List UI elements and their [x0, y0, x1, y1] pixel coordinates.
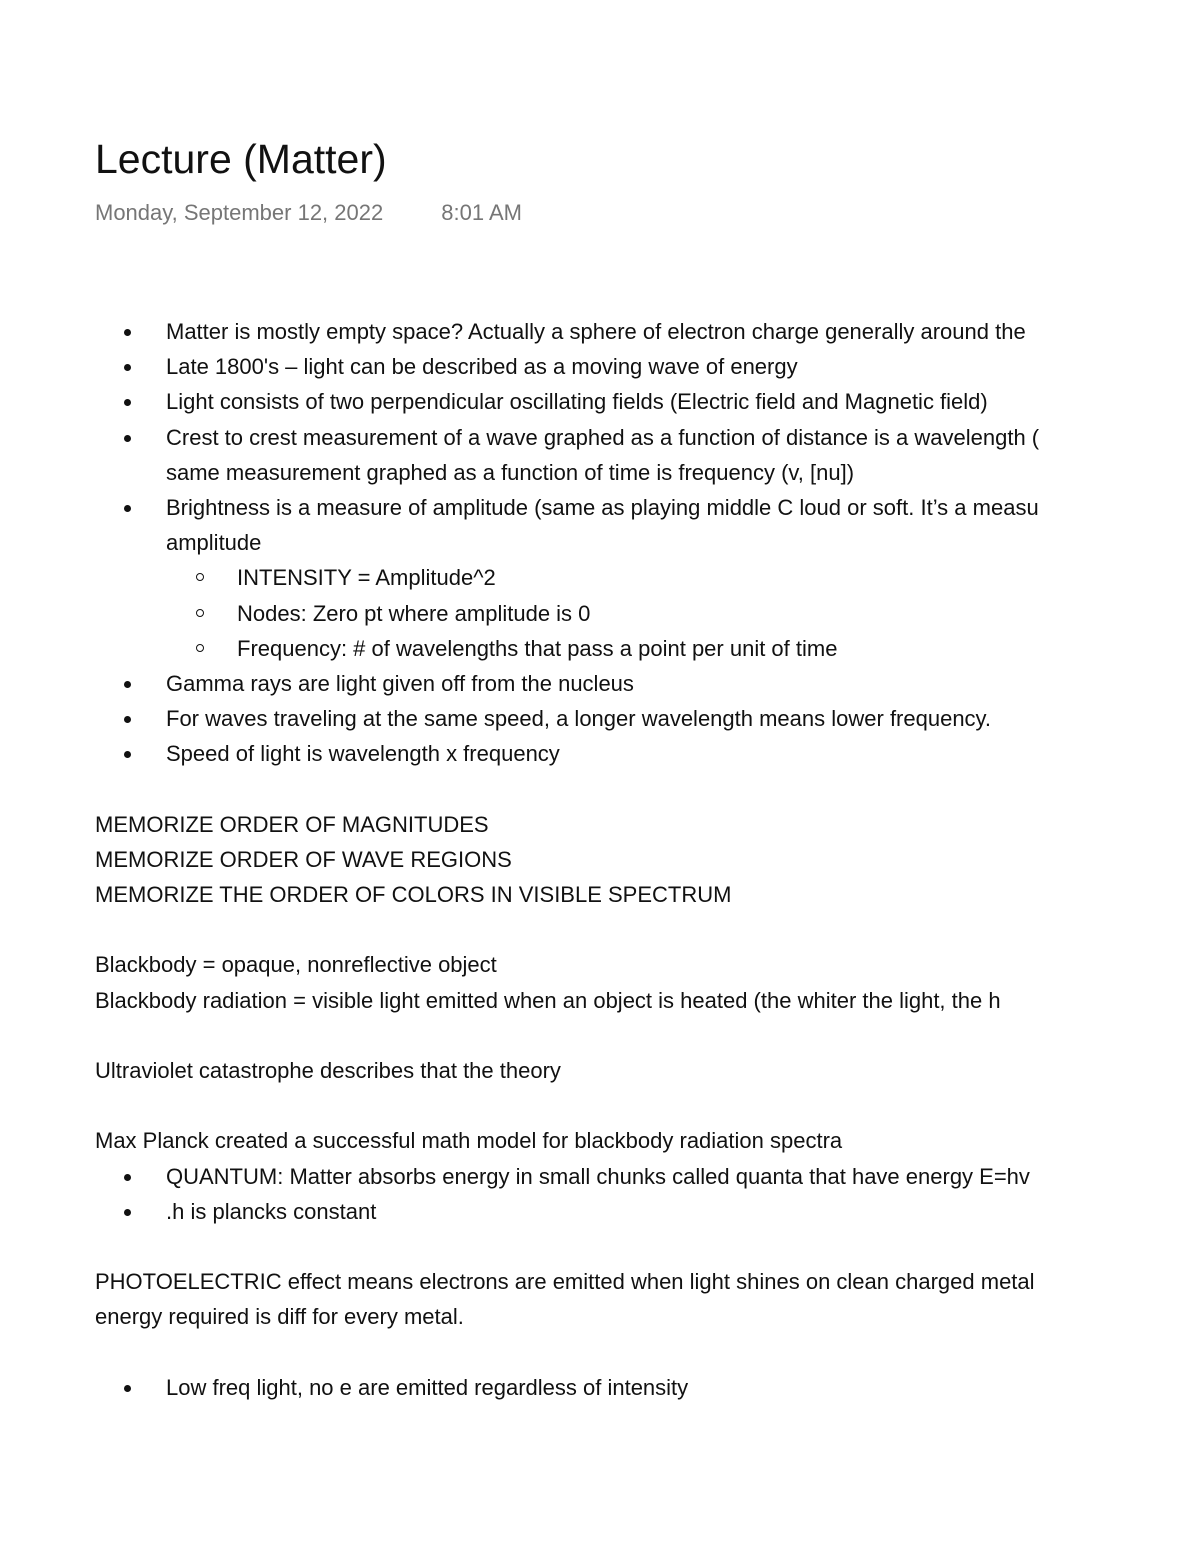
- page-title: Lecture (Matter): [95, 136, 387, 182]
- blackbody-radiation-definition: Blackbody radiation = visible light emitted when an object is heated (the whiter the light, the h: [95, 987, 1001, 1013]
- sub-list-item: Nodes: Zero pt where amplitude is 0: [95, 596, 1200, 631]
- list-item-continuation: amplitude: [166, 530, 262, 556]
- list-item: Low freq light, no e are emitted regardless of intensity: [95, 1370, 1200, 1405]
- spacer: [95, 1334, 1200, 1369]
- note-time: 8:01 AM: [441, 200, 522, 225]
- note-date: Monday, September 12, 2022: [95, 200, 384, 225]
- list-item: Late 1800's – light can be described as a moving wave of energy: [95, 349, 1200, 384]
- sub-list-item: INTENSITY = Amplitude^2: [95, 560, 1200, 595]
- list-item: .h is plancks constant: [95, 1194, 1200, 1229]
- planck-intro: Max Planck created a successful math model for blackbody radiation spectra: [95, 1128, 843, 1154]
- blackbody-definition: Blackbody = opaque, nonreflective object: [95, 952, 497, 978]
- list-item: Speed of light is wavelength x frequency: [95, 736, 1200, 771]
- spacer: [95, 1088, 1200, 1123]
- photoelectric-line: energy required is diff for every metal.: [95, 1304, 464, 1330]
- list-item-continuation: same measurement graphed as a function of time is frequency (v, [nu]): [166, 459, 855, 485]
- memorize-line: MEMORIZE THE ORDER OF COLORS IN VISIBLE SPECTRUM: [95, 882, 732, 907]
- list-item: For waves traveling at the same speed, a longer wavelength means lower frequency.: [95, 701, 1200, 736]
- spacer: [95, 912, 1200, 947]
- list-item: Gamma rays are light given off from the nucleus: [95, 666, 1200, 701]
- spacer: [95, 771, 1200, 806]
- ultraviolet-line: Ultraviolet catastrophe describes that the theory: [95, 1057, 561, 1083]
- list-item: Crest to crest measurement of a wave graphed as a function of distance is a wavelength (: [95, 420, 1200, 455]
- list-item: Matter is mostly empty space? Actually a sphere of electron charge generally around the: [95, 314, 1200, 349]
- list-item: QUANTUM: Matter absorbs energy in small chunks called quanta that have energy E=hv: [95, 1159, 1200, 1194]
- note-body: [95, 314, 1200, 1405]
- list-item: Brightness is a measure of amplitude (same as playing middle C loud or soft. It’s a measu: [95, 490, 1200, 525]
- memorize-line: MEMORIZE ORDER OF WAVE REGIONS: [95, 846, 512, 872]
- photoelectric-line: PHOTOELECTRIC effect means electrons are emitted when light shines on clean charged metal: [95, 1269, 1035, 1295]
- memorize-line: MEMORIZE ORDER OF MAGNITUDES: [95, 811, 489, 837]
- spacer: [95, 1229, 1200, 1264]
- date-line: [95, 198, 522, 228]
- spacer: [95, 1018, 1200, 1053]
- list-item: Light consists of two perpendicular oscillating fields (Electric field and Magnetic field): [95, 384, 1200, 419]
- sub-list-item: Frequency: # of wavelengths that pass a point per unit of time: [95, 631, 1200, 666]
